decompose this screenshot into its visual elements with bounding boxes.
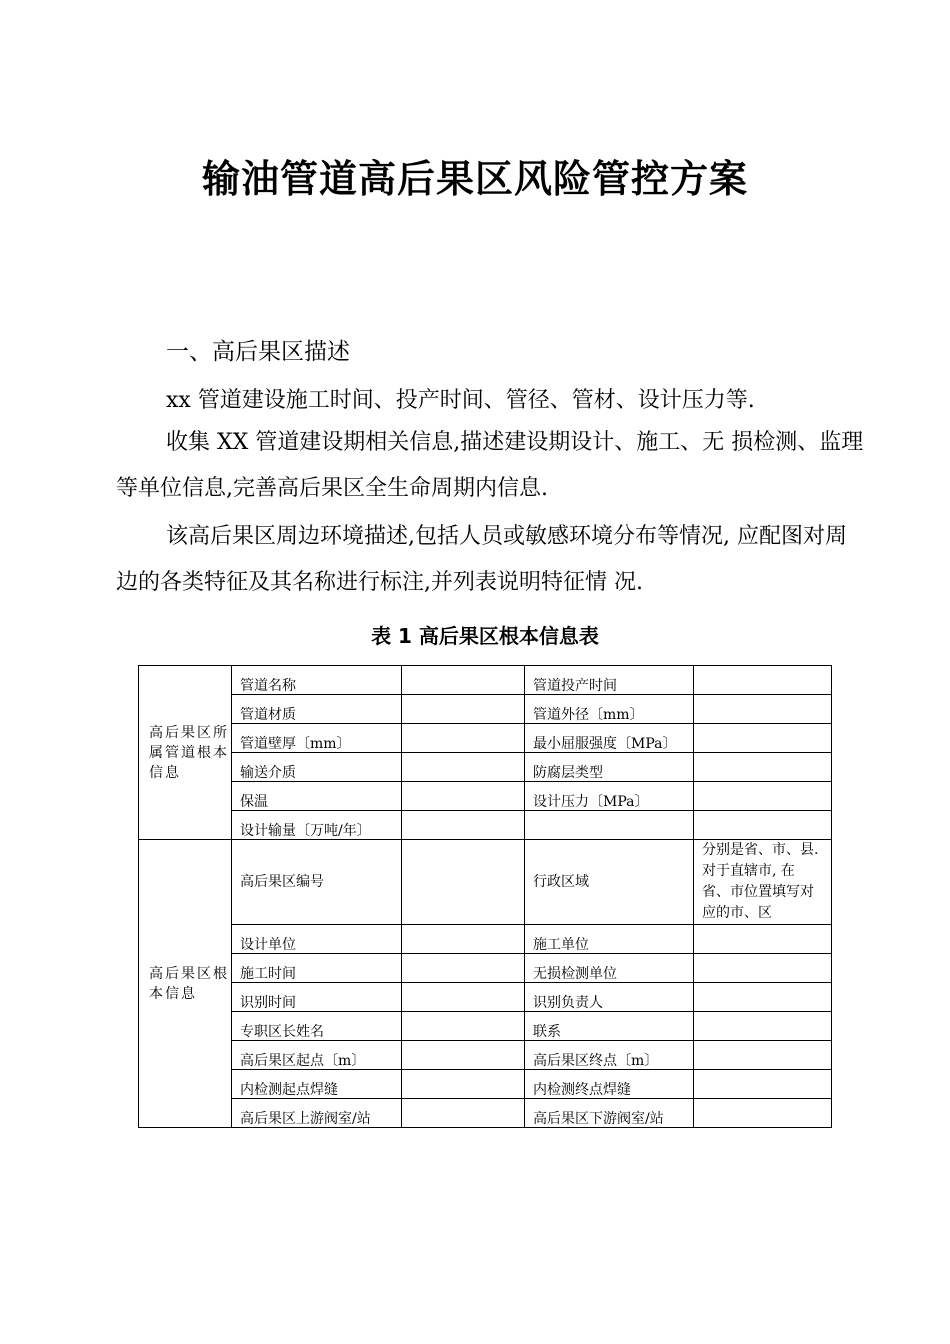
value-cell[interactable] — [402, 666, 525, 695]
table-row — [139, 1070, 832, 1099]
value-cell[interactable] — [402, 753, 525, 782]
row-label: 保温 — [232, 782, 402, 811]
value-cell[interactable] — [694, 695, 832, 724]
paragraph-environment: 该高后果区周边环境描述,包括人员或敏感环境分布等情况, 应配图对周边的各类特征及其名称进行标注,并列表说明特征情 况. — [116, 524, 847, 595]
row-label: 防腐层类型 — [525, 753, 694, 782]
row-label: 最小屈服强度〔MPa〕 — [525, 724, 694, 753]
value-cell[interactable] — [694, 1041, 832, 1070]
value-cell[interactable] — [402, 1070, 525, 1099]
row-label: 识别负责人 — [525, 983, 694, 1012]
value-cell[interactable] — [402, 983, 525, 1012]
row-label: 联系 — [525, 1012, 694, 1041]
value-cell[interactable] — [402, 1041, 525, 1070]
table-row — [139, 782, 832, 811]
table-row — [139, 695, 832, 724]
row-label: 专职区长姓名 — [232, 1012, 402, 1041]
row-label: 管道壁厚〔mm〕 — [232, 724, 402, 753]
group-label-pipeline: 高后果区所属管道根本信息 — [139, 666, 232, 840]
value-cell[interactable] — [694, 666, 832, 695]
value-cell[interactable] — [694, 1099, 832, 1128]
row-label: 内检测起点焊缝 — [232, 1070, 402, 1099]
value-cell[interactable] — [694, 811, 832, 840]
row-label: 识别时间 — [232, 983, 402, 1012]
value-cell[interactable] — [694, 753, 832, 782]
row-label: 内检测终点焊缝 — [525, 1070, 694, 1099]
value-cell[interactable] — [694, 1070, 832, 1099]
value-cell[interactable] — [694, 724, 832, 753]
row-label: 高后果区下游阀室/站 — [525, 1099, 694, 1128]
value-cell[interactable] — [402, 925, 525, 954]
table-caption: 表 1 高后果区根本信息表 — [371, 624, 599, 648]
row-label: 高后果区起点〔m〕 — [232, 1041, 402, 1070]
table-row — [139, 1012, 832, 1041]
basic-info-table — [138, 665, 832, 1128]
value-cell[interactable] — [402, 1099, 525, 1128]
table-row — [139, 983, 832, 1012]
table-row — [139, 954, 832, 983]
paragraph-collect-info: 收集 XX 管道建设期相关信息,描述建设期设计、施工、无 损检测、监理等单位信息,完善高后果区全生命周期内信息. — [116, 430, 864, 501]
row-label: 设计单位 — [232, 925, 402, 954]
row-label: 管道材质 — [232, 695, 402, 724]
value-cell[interactable] — [694, 782, 832, 811]
row-label: 设计输量〔万吨/年〕 — [232, 811, 402, 840]
row-label: 施工时间 — [232, 954, 402, 983]
row-label: 施工单位 — [525, 925, 694, 954]
value-cell[interactable] — [402, 840, 525, 925]
row-label: 管道外径〔mm〕 — [525, 695, 694, 724]
row-label: 输送介质 — [232, 753, 402, 782]
row-label: 管道投产时间 — [525, 666, 694, 695]
row-label: 高后果区上游阀室/站 — [232, 1099, 402, 1128]
value-cell[interactable] — [402, 695, 525, 724]
table-row — [139, 811, 832, 840]
document-title: 输油管道高后果区风险管控方案 — [201, 157, 748, 201]
row-label: 高后果区编号 — [232, 840, 402, 925]
value-cell[interactable] — [402, 811, 525, 840]
value-cell[interactable] — [402, 782, 525, 811]
table-row — [139, 1041, 832, 1070]
row-label: 行政区域 — [525, 840, 694, 925]
row-label — [525, 811, 694, 840]
value-cell[interactable] — [402, 1012, 525, 1041]
row-label: 管道名称 — [232, 666, 402, 695]
value-cell[interactable] — [694, 983, 832, 1012]
group-label-hca: 高后果区根本信息 — [139, 840, 232, 1128]
value-cell[interactable] — [402, 954, 525, 983]
value-cell[interactable] — [694, 954, 832, 983]
row-label: 高后果区终点〔m〕 — [525, 1041, 694, 1070]
value-cell[interactable] — [694, 1012, 832, 1041]
paragraph-construction: xx 管道建设施工时间、投产时间、管径、管材、设计压力等. — [166, 388, 755, 413]
table-row — [139, 925, 832, 954]
table-row — [139, 1099, 832, 1128]
table-row — [139, 840, 832, 925]
section-heading: 一、高后果区描述 — [166, 339, 350, 365]
row-label: 无损检测单位 — [525, 954, 694, 983]
table-row — [139, 753, 832, 782]
table-row — [139, 666, 832, 695]
value-cell[interactable] — [694, 925, 832, 954]
region-note-cell[interactable]: 分别是省、市、县. 对于直辖市, 在 省、市位置填写对 应的市、区 — [694, 840, 832, 925]
row-label: 设计压力〔MPa〕 — [525, 782, 694, 811]
value-cell[interactable] — [402, 724, 525, 753]
table-row — [139, 724, 832, 753]
